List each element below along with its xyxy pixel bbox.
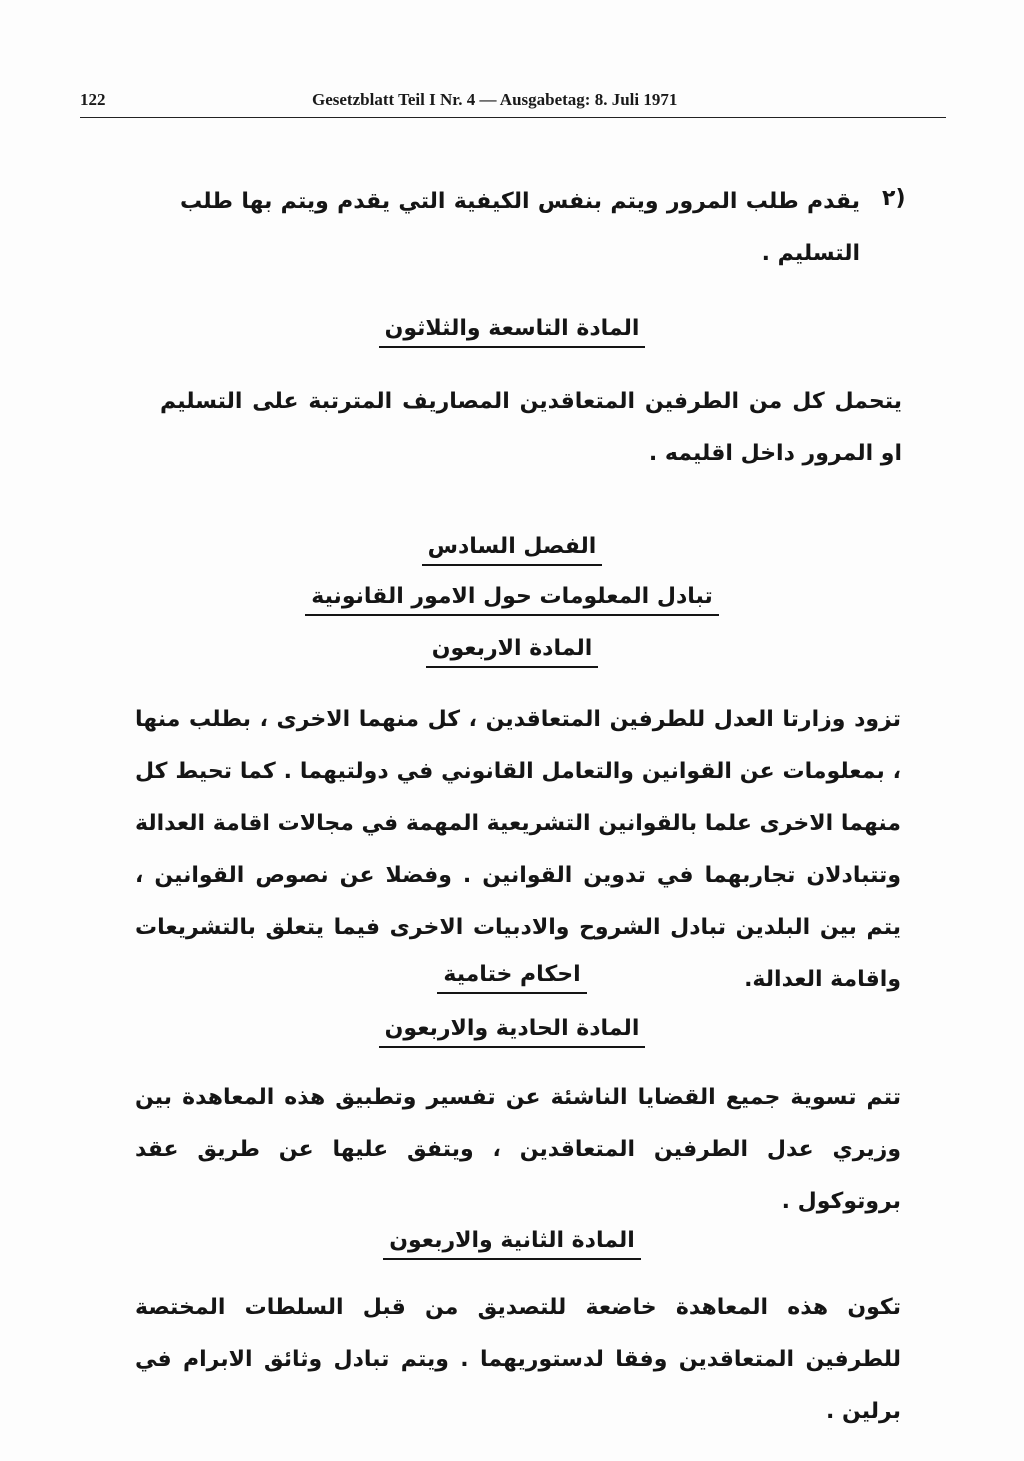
header-rule: [80, 117, 946, 118]
paragraph-number: ٢): [882, 186, 906, 211]
final-provisions-heading: احكام ختامية: [300, 958, 724, 992]
paragraph-2-text: يقدم طلب المرور ويتم بنفس الكيفية التي يقدم ويتم بها طلب التسليم .: [180, 189, 860, 266]
page-number: 122: [80, 90, 106, 109]
article-40-heading: المادة الاربعون: [300, 632, 724, 666]
chapter-6-heading: الفصل السادس: [300, 530, 724, 564]
article-42-heading: المادة الثانية والاربعون: [300, 1224, 724, 1258]
article-40-text: تزود وزارتا العدل للطرفين المتعاقدين ، كل منهما الاخرى ، بطلب منها ، بمعلومات عن القوانين والتعامل القانوني في دولتيهما . كما تحيط كل منهما الاخرى علما بالقوانين التشريعية المهمة في مجالات اقامة العدالة وتتبادلان تجاربهما في تدوين القوانين . وفضلا عن نصوص القوانين ، يتم بين البلدين تبادل الشروح والادبيات الاخرى فيما يتعلق بالتشريعات واقامة العدالة.: [135, 707, 901, 992]
chapter-6-subheading: تبادل المعلومات حول الامور القانونية: [240, 580, 784, 614]
article-42-text: تكون هذه المعاهدة خاضعة للتصديق من قبل السلطات المختصة للطرفين المتعاقدين وفقا لدستوريهما . ويتم تبادل وثائق الابرام في برلين .: [135, 1295, 901, 1424]
gazette-title: Gesetzblatt Teil I Nr. 4 — Ausgabetag: 8. Juli 1971: [312, 90, 678, 109]
article-39-heading: المادة التاسعة والثلاثون: [300, 312, 724, 346]
article-41-heading: المادة الحادية والاربعون: [300, 1012, 724, 1046]
article-41-text: تتم تسوية جميع القضايا الناشئة عن تفسير وتطبيق هذه المعاهدة بين وزيري عدل الطرفين المتعاقدين ، ويتفق عليها عن طريق عقد بروتوكول .: [135, 1085, 901, 1214]
running-header: [80, 90, 946, 114]
article-39-text: يتحمل كل من الطرفين المتعاقدين المصاريف المترتبة على التسليم او المرور داخل اقليمه .: [160, 389, 902, 466]
